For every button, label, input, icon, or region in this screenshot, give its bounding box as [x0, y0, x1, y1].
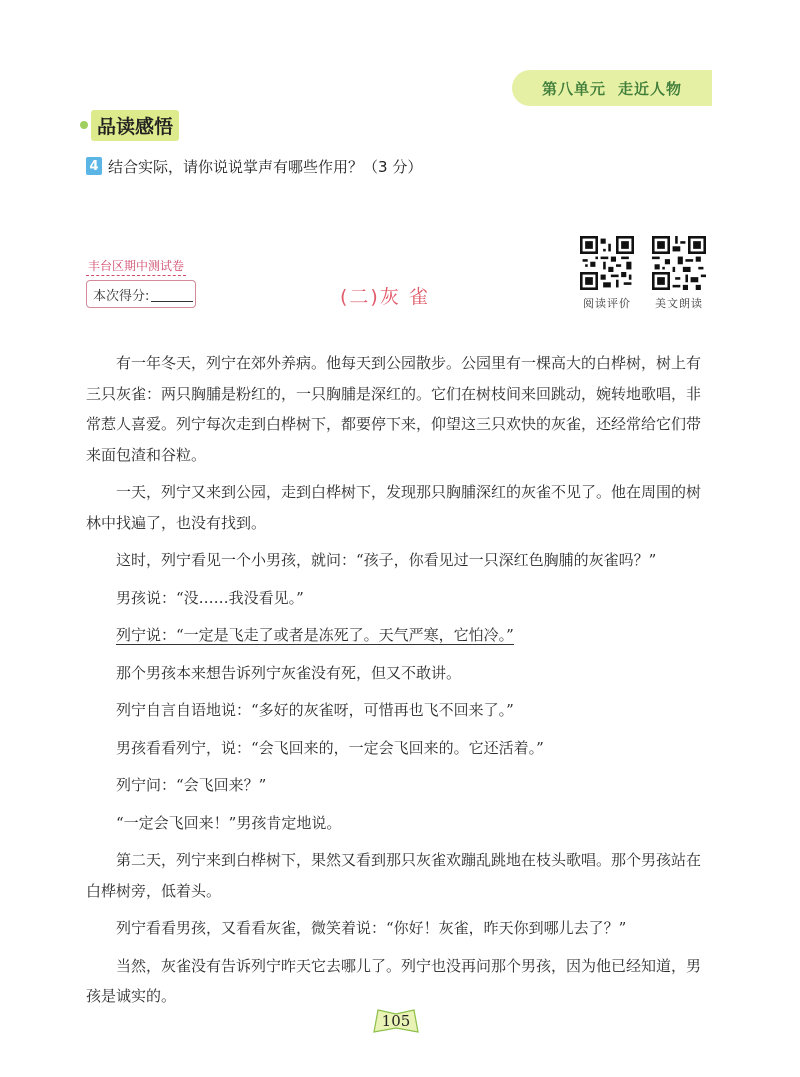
- unit-label: 第八单元: [541, 79, 606, 98]
- question-4: [86, 154, 422, 178]
- exam-tag: [86, 255, 200, 308]
- story-paragraph: 当然，灰雀没有告诉列宁昨天它去哪儿了。列宁也没再问那个男孩，因为他已经知道，男孩是诚实的。: [86, 956, 702, 1005]
- qr-code-icon: [580, 236, 634, 290]
- question-number-badge: 4: [86, 157, 102, 175]
- story-paragraph: 一天，列宁又来到公园，走到白桦树下，发现那只胸脯深红的灰雀不见了。他在周围的树林中找遍了，也没有找到。: [86, 483, 702, 532]
- story-paragraph: 列宁看看男孩，又看看灰雀，微笑着说：“你好！灰雀，昨天你到哪儿去了？”: [116, 919, 627, 937]
- qr-reading-evaluation[interactable]: [580, 236, 634, 311]
- score-box: [86, 280, 196, 308]
- unit-banner: [512, 70, 712, 106]
- qr-caption: 美文朗读: [655, 297, 703, 310]
- story-paragraph: 男孩看看列宁，说：“会飞回来的，一定会飞回来的。它还活着。”: [116, 738, 544, 757]
- story-paragraph: 这时，列宁看见一个小男孩，就问：“孩子，你看见过一只深红色胸脯的灰雀吗？”: [116, 551, 657, 569]
- qr-essay-reading[interactable]: [652, 236, 706, 311]
- story-paragraph: 男孩说：“没……我没看见。”: [116, 588, 304, 607]
- score-blank[interactable]: [151, 287, 193, 302]
- bullet-dot-icon: [80, 121, 88, 129]
- section-title: 品读感悟: [91, 110, 179, 141]
- story-title: (二)灰 雀: [340, 286, 430, 308]
- score-label: 本次得分:: [93, 288, 150, 304]
- underlined-sentence: 列宁说：“一定是飞走了或者是冻死了。天气严寒，它怕冷。”: [116, 626, 514, 644]
- question-text: 结合实际，请你说说掌声有哪些作用？（3 分）: [108, 157, 423, 176]
- qr-code-icon: [652, 236, 706, 290]
- story-paragraph: 那个男孩本来想告诉列宁灰雀没有死，但又不敢讲。: [116, 663, 462, 682]
- section-heading: [80, 110, 179, 140]
- story-paragraph: 第二天，列宁来到白桦树下，果然又看到那只灰雀欢蹦乱跳地在枝头歌唱。那个男孩站在白桦树旁，低着头。: [86, 851, 702, 900]
- story-paragraph: “一定会飞回来！”男孩肯定地说。: [116, 813, 342, 832]
- unit-topic: 走近人物: [618, 79, 683, 98]
- story-paragraph-underlined: [86, 620, 714, 651]
- story-paragraph: 有一年冬天，列宁在郊外养病。他每天到公园散步。公园里有一棵高大的白桦树，树上有三只灰雀：两只胸脯是粉红的，一只胸脯是深红的。它们在树枝间来回跳动，婉转地歌唱，非常惹人喜爱。列宁每次走到白桦树下，都要停下来，仰望这三只欢快的灰雀，还经常给它们带来面包渣和谷粒。: [86, 354, 702, 464]
- qr-caption: 阅读评价: [583, 297, 631, 310]
- story-paragraph: 列宁问：“会飞回来？”: [116, 776, 267, 794]
- exam-source-label: 丰台区期中测试卷: [86, 256, 186, 276]
- page-number: [370, 1006, 422, 1036]
- story-body: [86, 348, 714, 1019]
- page-number-text: 105: [381, 1012, 411, 1030]
- story-paragraph: 列宁自言自语地说：“多好的灰雀呀，可惜再也飞不回来了。”: [116, 701, 514, 719]
